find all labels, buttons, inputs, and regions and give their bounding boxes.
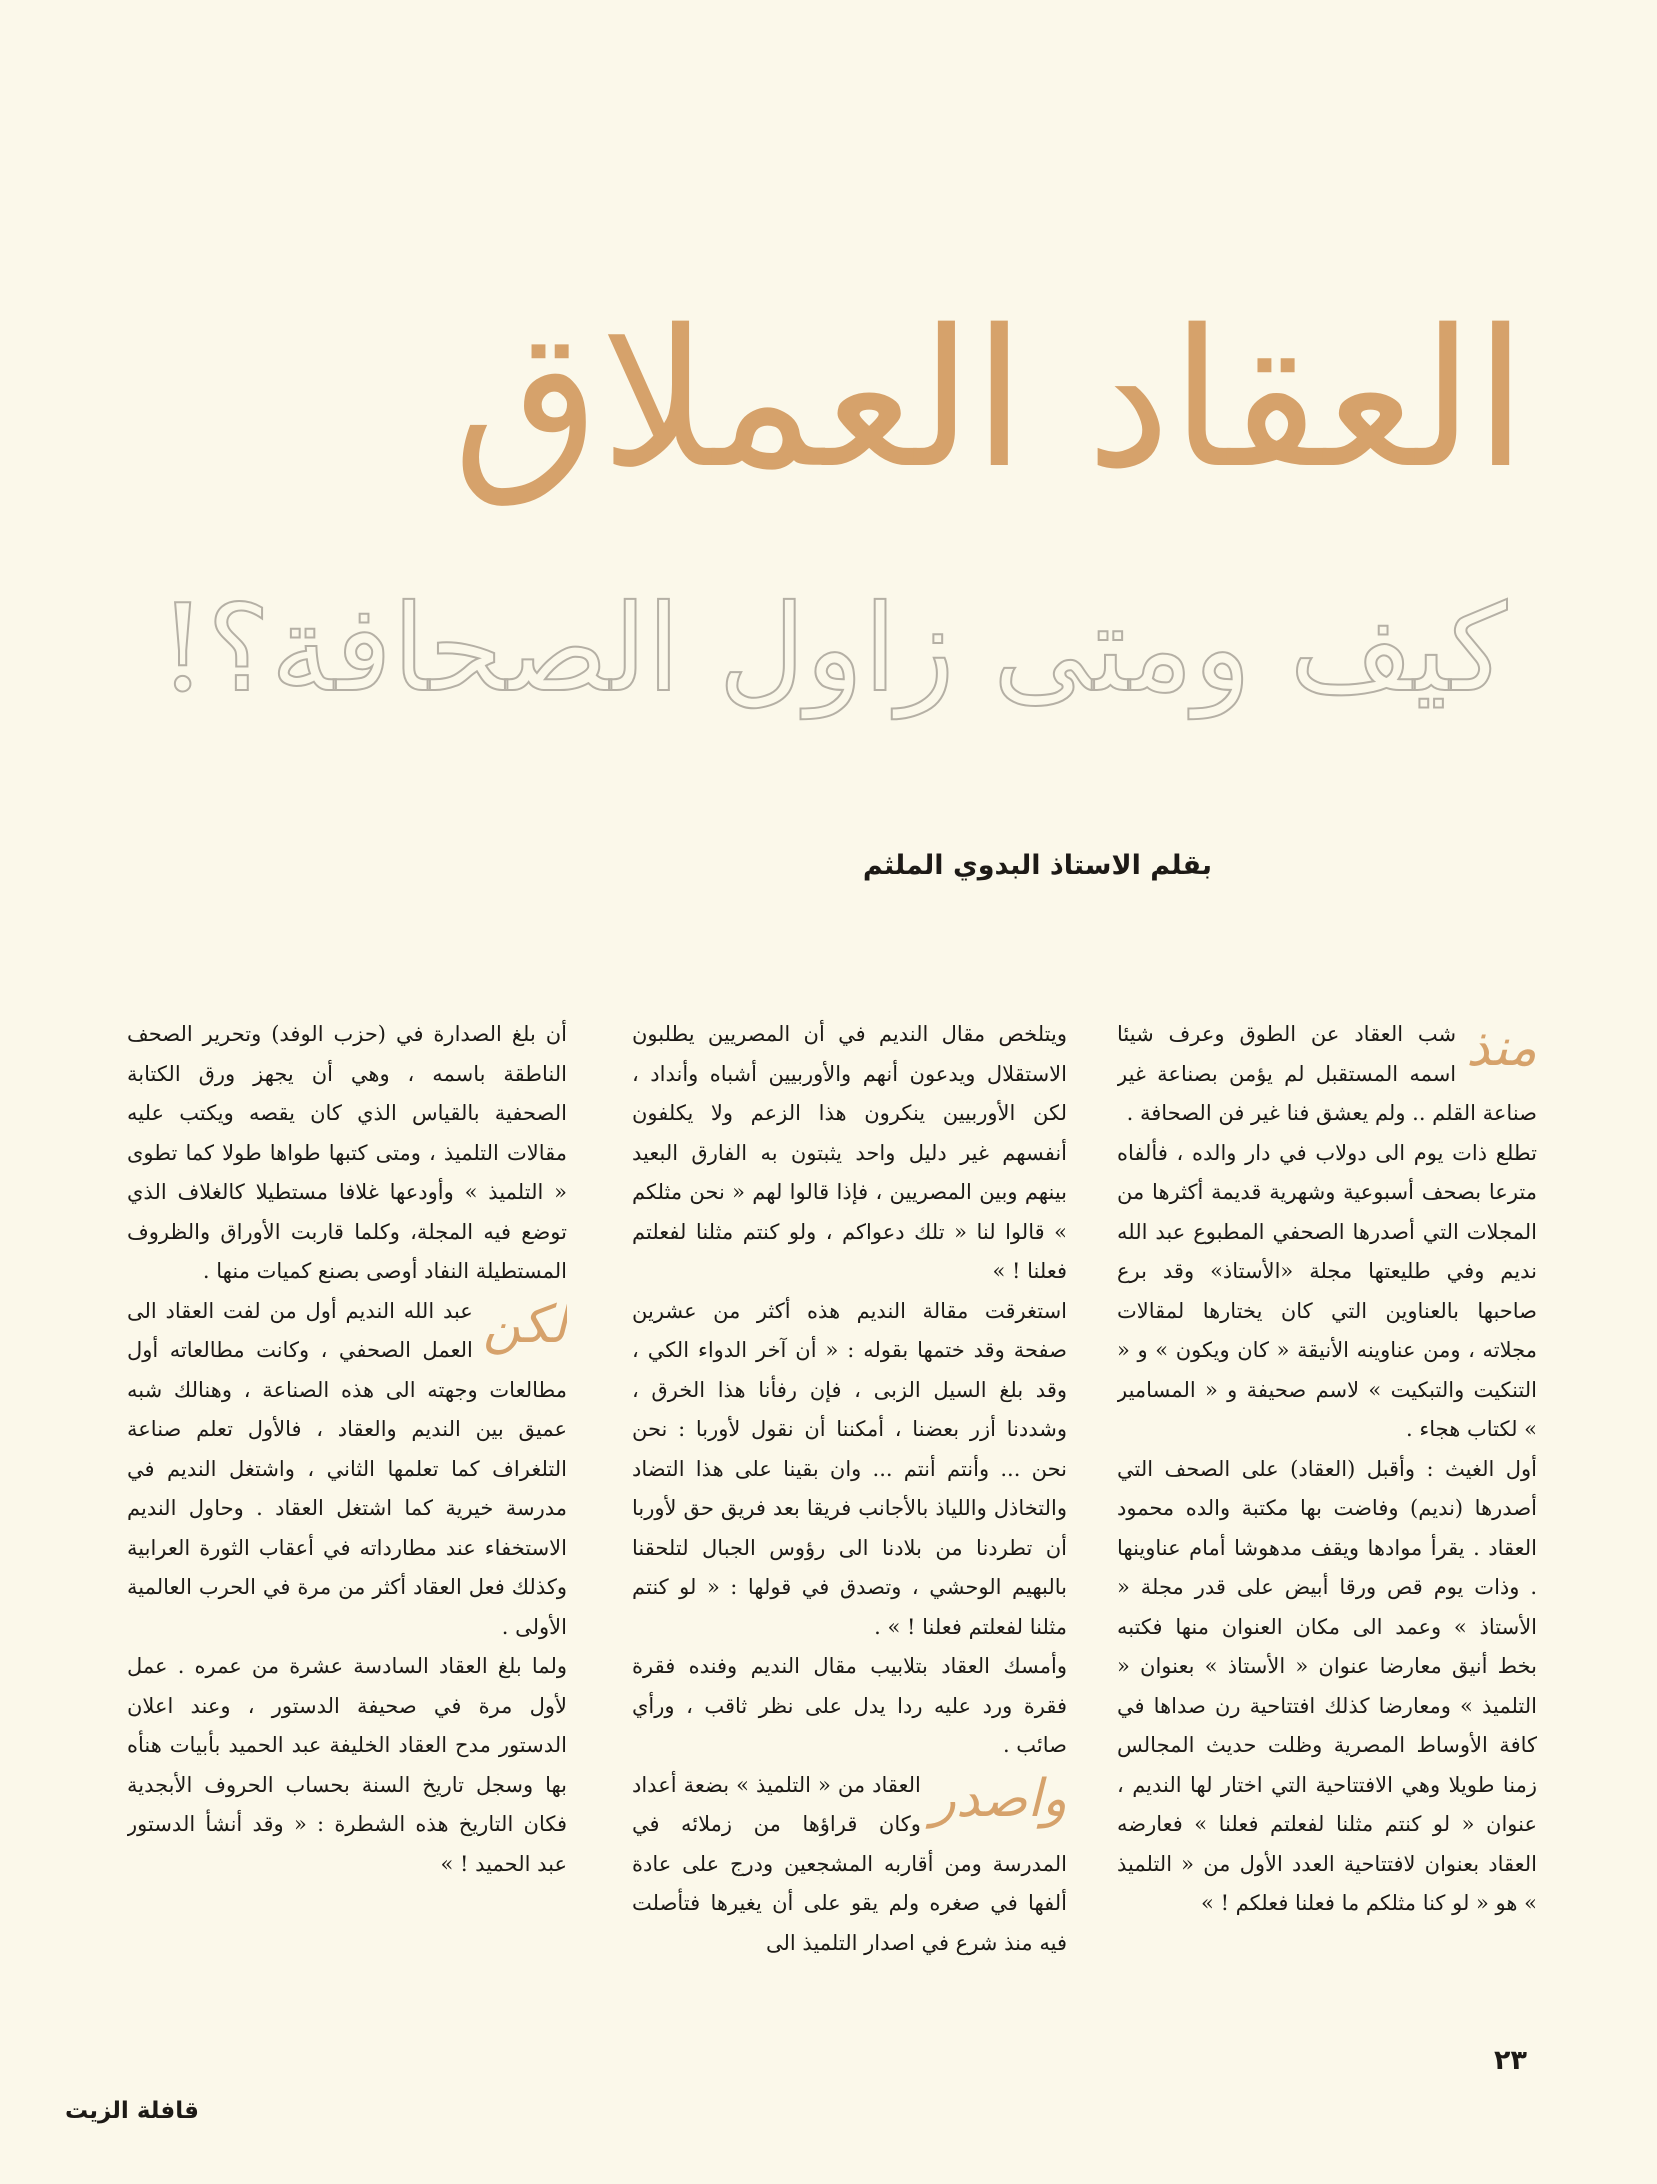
drop-word: لكن [482, 1294, 567, 1355]
paragraph-text: شب العقاد عن الطوق وعرف شيئا اسمه المستقبل لم يؤمن بصناعة غير صناعة القلم .. ولم يعشق فنا غير فن الصحافة . [1117, 1022, 1537, 1125]
paragraph: أول الغيث : وأقبل (العقاد) على الصحف التي أصدرها (نديم) وفاضت بها مكتبة والده محمود العقاد . يقرأ موادها ويقف مدهوشا أمام عناوينها . وذات يوم قص ورقا أبيض على قدر مجلة « الأستاذ » وعمد الى مكان العنوان منها فكتبه بخط أنيق معارضا عنوان « الأستاذ » بعنوان « التلميذ » ومعارضا كذلك افتتاحية رن صداها في كافة الأوساط المصرية وظلت حديث المجالس زمنا طويلا وهي الافتتاحية التي اختار لها النديم ، عنوان « لو كنتم مثلنا لفعلتم فعلنا » فعارضه العقاد بعنوان لافتتاحية العدد الأول من « التلميذ » هو « لو كنا مثلكم ما فعلنا فعلكم ! » [1117, 1456, 1537, 1915]
magazine-name: قافلة الزيت [65, 2098, 199, 2124]
paragraph: تطلع ذات يوم الى دولاب في دار والده ، فألفاه مترعا بصحف أسبوعية وشهرية قديمة أكثرها من المجلات التي أصدرها الصحفي المطبوع عبد الله نديم وفي طليعتها مجلة «الأستاذ» وقد برع صاحبها بالعناوين التي كان يختارها لمقالات مجلاته ، ومن عناوينه الأنيقة « كان ويكون » و « التنكيت والتبكيت » لاسم صحيفة و « المسامير » لكتاب هجاء . [1117, 1140, 1537, 1441]
paragraph: ولما بلغ العقاد السادسة عشرة من عمره . عمل لأول مرة في صحيفة الدستور ، وعند اعلان الدستور مدح العقاد الخليفة عبد الحميد بأبيات هنأه بها وسجل تاريخ السنة بحساب الحروف الأبجدية فكان التاريخ هذه الشطرة : « وقد أنشأ الدستور عبد الحميد ! » [127, 1654, 567, 1876]
paragraph [1117, 1015, 1537, 1134]
paragraph: استغرقت مقالة النديم هذه أكثر من عشرين صفحة وقد ختمها بقوله : « أن آخر الدواء الكي ، وقد بلغ السيل الزبى ، فإن رفأنا هذا الخرق ، وشددنا أزر بعضنا ، أمكننا أن نقول لأوربا : نحن نحن ... وأنتم أنتم ... وان بقينا على هذا التضاد والتخاذل واللياذ بالأجانب فريقا بعد فريق حق لأوربا أن تطردنا من بلادنا الى رؤوس الجبال لتلحقنا بالبهيم الوحشي ، وتصدق في قولها : « لو كنتم مثلنا لفعلتم فعلنا ! » . [632, 1298, 1067, 1639]
paragraph [632, 1766, 1067, 1964]
column-right [1117, 1015, 1537, 2035]
paragraph: وأمسك العقاد بتلابيب مقال النديم وفنده فقرة فقرة ورد عليه ردا يدل على نظر ثاقب ، ورأي صائب . [632, 1654, 1067, 1757]
page-number: ٢٣ [1494, 2045, 1527, 2076]
paragraph-text: العقاد من « التلميذ » بضعة أعداد وكان قراؤها من زملائه في المدرسة ومن أقاربه المشجعين ودرج على عادة ألفها في صغره ولم يقو على أن يغيرها فتأصلت فيه منذ شرع في اصدار التلميذ الى [632, 1772, 1067, 1955]
article-subtitle: كيف ومتى زاول الصحافة؟! [158, 580, 1507, 719]
article-title: العقاد العملاق [452, 289, 1527, 510]
drop-word: واصدر [930, 1768, 1067, 1829]
paragraph: أن بلغ الصدارة في (حزب الوفد) وتحرير الصحف الناطقة باسمه ، وهي أن يجهز ورق الكتابة الصحفية بالقياس الذي كان يقصه ويكتب عليه مقالات التلميذ ، ومتى كتبها طواها طولا كما تطوى « التلميذ » وأودعها غلافا مستطيلا كالغلاف الذي توضع فيه المجلة، وكلما قاربت الأوراق والظروف المستطيلة النفاد أوصى بصنع كميات منها . [127, 1022, 567, 1283]
paragraph [127, 1292, 567, 1648]
paragraph: ويتلخص مقال النديم في أن المصريين يطلبون الاستقلال ويدعون أنهم والأوربيين أشباه وأنداد ، لكن الأوربيين ينكرون هذا الزعم ولا يكلفون أنفسهم غير دليل واحد يثبتون به الفارق البعيد بينهم وبين المصريين ، فإذا قالوا لهم « نحن مثلكم » قالوا لنا « تلك دعواكم ، ولو كنتم مثلنا لفعلتم فعلنا ! » [632, 1022, 1067, 1283]
article-byline: بقلم الاستاذ البدوي الملثم [862, 850, 1212, 881]
column-left [127, 1015, 567, 2035]
paragraph-text: عبد الله النديم أول من لفت العقاد الى العمل الصحفي ، وكانت مطالعاته أول مطالعات وجهته الى هذه الصناعة ، وهنالك شبه عميق بين النديم والعقاد ، فالأول تعلم صناعة التلغراف كما تعلمها الثاني ، واشتغل النديم في مدرسة خيرية كما اشتغل العقاد . وحاول النديم الاستخفاء عند مطارداته في أعقاب الثورة العرابية وكذلك فعل العقاد أكثر من مرة في الحرب العالمية الأولى . [127, 1298, 567, 1639]
column-middle [632, 1015, 1067, 2035]
drop-word: منذ [1466, 1018, 1537, 1078]
